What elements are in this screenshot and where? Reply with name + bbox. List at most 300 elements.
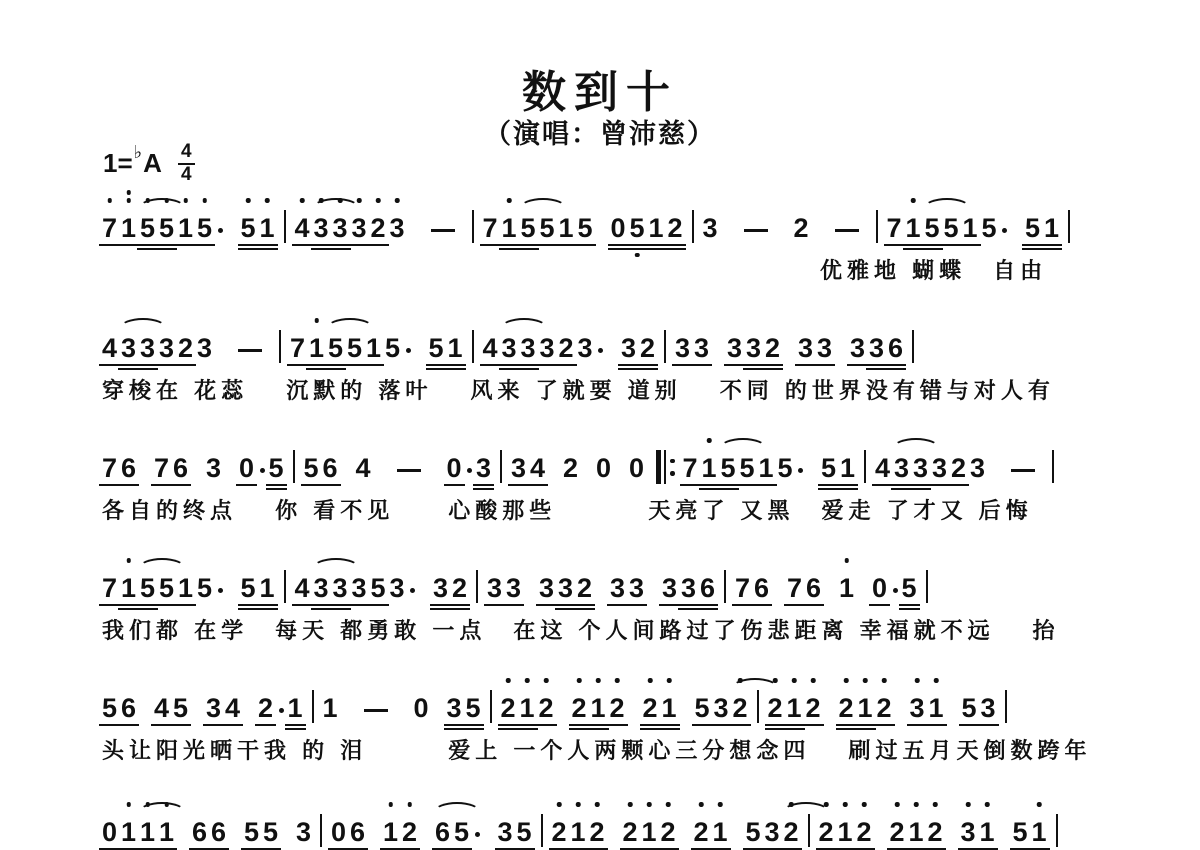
barline xyxy=(864,450,866,483)
note xyxy=(913,426,929,492)
note-number: 3 xyxy=(538,573,555,603)
octave-dot-above xyxy=(911,198,916,203)
spacer xyxy=(782,371,796,372)
note xyxy=(476,426,492,492)
octave-dot-above xyxy=(126,190,131,195)
note xyxy=(225,666,241,732)
note-number: 2 xyxy=(889,817,905,847)
note-number: 1 xyxy=(177,213,194,243)
note-number: 5 xyxy=(577,213,593,243)
spacer xyxy=(417,611,431,612)
note xyxy=(590,666,606,732)
note-number: 3 xyxy=(389,573,405,603)
octave-dot-above xyxy=(985,802,990,807)
note xyxy=(661,666,677,732)
note xyxy=(629,546,645,612)
octave-dot-above xyxy=(844,558,849,563)
note xyxy=(178,306,194,372)
note-number: 5 xyxy=(196,573,213,603)
note-number: 3 xyxy=(893,453,910,483)
note-number: 3 xyxy=(577,333,593,363)
note xyxy=(886,186,902,252)
note xyxy=(178,186,194,252)
note xyxy=(667,186,683,252)
note-number: 2 xyxy=(538,693,554,723)
note xyxy=(951,426,967,492)
note-number: 0 xyxy=(595,453,612,483)
note-number: 1 xyxy=(177,573,194,603)
note xyxy=(447,306,463,372)
spacer xyxy=(823,611,837,612)
note-number: 5 xyxy=(240,573,256,603)
note xyxy=(856,790,872,850)
note xyxy=(558,546,574,612)
note xyxy=(121,666,137,732)
note-number: 1 xyxy=(661,693,677,723)
note xyxy=(121,790,137,850)
note xyxy=(720,426,736,492)
note-number: 1 xyxy=(712,817,728,847)
note xyxy=(102,546,118,612)
lyrics-row: 穿梭在 花蕊 沉默的 落叶 风来 了就要 道别 不同 的世界没有错与对人有 xyxy=(102,378,1055,403)
octave-dot-above xyxy=(933,802,938,807)
note xyxy=(259,546,275,612)
octave-dot-above xyxy=(338,198,343,203)
note-number: 5 xyxy=(453,817,470,847)
note xyxy=(501,186,517,252)
note xyxy=(551,790,567,850)
music-line xyxy=(100,800,1160,850)
note-number: 5 xyxy=(139,213,156,243)
spacer xyxy=(834,371,848,372)
note-number: 5 xyxy=(327,333,344,363)
note xyxy=(454,790,470,850)
note xyxy=(970,426,986,492)
music-line xyxy=(100,196,1160,283)
note-number: 5 xyxy=(262,817,279,847)
note xyxy=(121,186,137,252)
spacer xyxy=(1009,251,1023,252)
note xyxy=(621,306,637,372)
note xyxy=(539,306,555,372)
note-number: 5 xyxy=(465,693,481,723)
note xyxy=(805,666,821,732)
note-number: 3 xyxy=(332,213,348,243)
note-number: 2 xyxy=(732,693,748,723)
note xyxy=(793,186,809,252)
note xyxy=(787,546,803,612)
note xyxy=(980,666,996,732)
augmentation-dot xyxy=(218,228,223,233)
note-number: 1 xyxy=(322,693,338,723)
note xyxy=(558,306,574,372)
note xyxy=(332,546,348,612)
note-number: 3 xyxy=(432,573,449,603)
note-number: 0 xyxy=(101,817,118,847)
note-number: 3 xyxy=(609,573,626,603)
spacer xyxy=(595,251,609,252)
note xyxy=(901,546,917,612)
note-number: 5 xyxy=(240,213,256,243)
note xyxy=(732,666,748,732)
note xyxy=(662,546,678,612)
note xyxy=(294,186,310,252)
rest-note xyxy=(596,426,612,492)
note xyxy=(258,666,274,732)
note-number: 3 xyxy=(295,817,312,847)
note xyxy=(767,666,783,732)
note-number: 5 xyxy=(924,213,940,243)
note xyxy=(206,666,222,732)
rest-note xyxy=(102,790,118,850)
octave-dot-above xyxy=(773,678,778,683)
octave-dot-above xyxy=(615,678,620,683)
octave-dot-above xyxy=(126,802,131,807)
note xyxy=(754,546,770,612)
duration-dash xyxy=(397,469,421,472)
note-number: 5 xyxy=(196,213,213,243)
note-number: 3 xyxy=(868,333,885,363)
octave-dot-above xyxy=(145,198,150,203)
note xyxy=(192,790,208,850)
time-signature-bottom: 4 xyxy=(180,163,192,185)
spacer xyxy=(720,251,734,252)
note xyxy=(888,306,904,372)
note xyxy=(206,426,222,492)
note-number: 3 xyxy=(680,573,697,603)
note-number: 3 xyxy=(497,817,513,847)
note-number: 1 xyxy=(259,573,275,603)
note-number: 4 xyxy=(224,693,241,723)
note xyxy=(328,306,344,372)
note xyxy=(712,790,728,850)
octave-dot-above xyxy=(126,198,131,203)
note xyxy=(322,666,338,732)
note-number: 1 xyxy=(519,693,535,723)
note xyxy=(702,186,718,252)
note-number: 6 xyxy=(699,573,716,603)
spacer xyxy=(407,251,421,252)
note xyxy=(538,666,554,732)
octave-dot-above xyxy=(506,678,511,683)
notation-row xyxy=(100,800,1160,850)
note xyxy=(694,666,710,732)
note-number: 1 xyxy=(308,333,325,363)
spacer xyxy=(523,611,537,612)
note-number: 4 xyxy=(529,453,546,483)
octave-dot-above xyxy=(145,802,150,807)
barline xyxy=(724,570,726,603)
octave-dot-above xyxy=(246,198,251,203)
notation-row xyxy=(100,556,1160,612)
note-number: 1 xyxy=(838,573,855,603)
spacer xyxy=(987,491,1001,492)
note-number: 3 xyxy=(313,213,329,243)
note xyxy=(558,186,574,252)
note xyxy=(694,306,710,372)
note-number: 7 xyxy=(682,453,698,483)
notation-row xyxy=(100,436,1160,492)
rest-note xyxy=(610,186,626,252)
note xyxy=(290,306,306,372)
note-number: 5 xyxy=(720,453,736,483)
note xyxy=(783,790,799,850)
octave-dot-above xyxy=(183,198,188,203)
note-number: 1 xyxy=(1043,213,1060,243)
spacer xyxy=(223,491,237,492)
lyrics-row: 优雅地 蝴蝶 自由 xyxy=(820,258,1048,283)
note-number: 5 xyxy=(1024,213,1041,243)
note-number: 6 xyxy=(120,693,137,723)
augmentation-dot xyxy=(598,348,603,353)
note-number: 2 xyxy=(660,817,676,847)
lyrics-row: 头让阳光晒干我 的 泪 爱上 一个人两颗心三分想念四 刷过五月天倒数跨年 xyxy=(102,738,1092,763)
barline xyxy=(472,210,474,243)
music-line xyxy=(100,316,1160,403)
note-number: 3 xyxy=(475,453,492,483)
note-number: 5 xyxy=(370,573,386,603)
note-number: 2 xyxy=(551,817,567,847)
spacer xyxy=(398,731,412,732)
note-number: 5 xyxy=(101,693,118,723)
octave-dot-above xyxy=(319,198,324,203)
note xyxy=(961,666,977,732)
octave-dot-above xyxy=(895,802,900,807)
spacer xyxy=(556,731,570,732)
note xyxy=(798,306,814,372)
augmentation-dot xyxy=(1002,228,1007,233)
note-number: 3 xyxy=(960,817,976,847)
octave-dot-above xyxy=(824,802,829,807)
note xyxy=(642,666,658,732)
note-number: 3 xyxy=(205,453,222,483)
note xyxy=(501,306,517,372)
note xyxy=(806,546,822,612)
note xyxy=(909,666,925,732)
note-number: 0 xyxy=(238,453,255,483)
lyrics-row: 各自的终点 你 看不见 心酸那些 天亮了 又黑 爱走 了才又 后悔 xyxy=(102,498,1033,523)
music-line xyxy=(100,436,1160,523)
barline xyxy=(664,330,666,363)
note xyxy=(1025,186,1041,252)
barline xyxy=(912,330,914,363)
barline xyxy=(476,570,478,603)
note xyxy=(837,790,853,850)
note-number: 1 xyxy=(287,693,303,723)
note-number: 3 xyxy=(332,573,348,603)
spacer xyxy=(805,491,819,492)
octave-dot-above xyxy=(595,802,600,807)
spacer xyxy=(778,251,792,252)
note-number: 4 xyxy=(482,333,498,363)
duration-dash xyxy=(1011,469,1035,472)
note xyxy=(121,306,137,372)
note xyxy=(287,666,303,732)
duration-dash xyxy=(364,709,388,712)
note-number: 3 xyxy=(816,333,833,363)
note-number: 3 xyxy=(909,693,925,723)
note-number: 2 xyxy=(639,333,656,363)
spacer xyxy=(771,611,785,612)
note-number: 3 xyxy=(980,693,996,723)
augmentation-dot xyxy=(475,832,480,837)
note-number: 7 xyxy=(886,213,902,243)
note-number: 6 xyxy=(805,573,822,603)
note-number: 2 xyxy=(793,213,809,243)
note xyxy=(924,186,940,252)
note xyxy=(350,790,366,850)
note xyxy=(294,546,310,612)
note-number: 3 xyxy=(797,333,814,363)
note xyxy=(739,426,755,492)
duration-dash xyxy=(431,229,455,232)
spacer xyxy=(431,491,445,492)
note-number: 1 xyxy=(837,817,853,847)
note-number: 1 xyxy=(447,333,463,363)
octave-dot-above xyxy=(718,802,723,807)
note-number: 3 xyxy=(557,573,574,603)
note xyxy=(159,790,175,850)
note-number: 2 xyxy=(609,693,625,723)
octave-dot-above xyxy=(544,678,549,683)
note xyxy=(102,426,118,492)
note xyxy=(428,306,444,372)
note-number: 1 xyxy=(839,453,856,483)
octave-dot-above xyxy=(628,802,633,807)
octave-dot-above xyxy=(576,802,581,807)
note xyxy=(589,790,605,850)
note-number: 3 xyxy=(520,333,536,363)
octave-dot-above xyxy=(202,198,207,203)
barline xyxy=(1005,690,1007,723)
note-number: 3 xyxy=(351,213,367,243)
note xyxy=(140,186,156,252)
note-number: 5 xyxy=(961,693,977,723)
note-number: 5 xyxy=(516,817,532,847)
note-number: 3 xyxy=(196,333,213,363)
note-number: 5 xyxy=(1012,817,1028,847)
note-number: 1 xyxy=(570,817,586,847)
note xyxy=(296,790,312,850)
note-number: 2 xyxy=(693,817,709,847)
rest-note xyxy=(413,666,429,732)
note-number: 4 xyxy=(101,333,118,363)
note-number: 6 xyxy=(434,817,451,847)
note-number: 5 xyxy=(820,453,837,483)
note xyxy=(197,306,213,372)
note-number: 7 xyxy=(101,213,118,243)
note xyxy=(244,790,260,850)
note xyxy=(928,666,944,732)
note xyxy=(1031,790,1047,850)
note xyxy=(313,546,329,612)
note xyxy=(519,666,535,732)
note-number: 2 xyxy=(451,573,468,603)
note-number: 1 xyxy=(120,573,137,603)
octave-dot-above xyxy=(811,678,816,683)
spacer xyxy=(946,731,960,732)
note xyxy=(979,790,995,850)
barline xyxy=(320,814,322,847)
note-number: 4 xyxy=(355,453,371,483)
spacer xyxy=(138,731,152,732)
note-number: 3 xyxy=(510,453,527,483)
spacer xyxy=(190,491,204,492)
note xyxy=(927,790,943,850)
note xyxy=(140,790,156,850)
repeat-thin-bar xyxy=(664,450,666,484)
time-signature-top: 4 xyxy=(178,142,195,165)
note xyxy=(539,546,555,612)
octave-dot-above xyxy=(357,198,362,203)
repeat-dots xyxy=(670,459,675,476)
note-number: 3 xyxy=(628,573,645,603)
note-number: 3 xyxy=(389,213,405,243)
note-number: 3 xyxy=(620,333,637,363)
note xyxy=(159,306,175,372)
octave-dot-above xyxy=(966,802,971,807)
note-number: 1 xyxy=(590,693,606,723)
note-number: 1 xyxy=(928,693,944,723)
note-number: 1 xyxy=(962,213,978,243)
augmentation-dot xyxy=(260,468,265,473)
augmentation-dot xyxy=(893,588,898,593)
note xyxy=(102,306,118,372)
note-number: 0 xyxy=(871,573,888,603)
note xyxy=(869,306,885,372)
note xyxy=(777,426,793,492)
note-number: 2 xyxy=(622,817,638,847)
note-number: 3 xyxy=(702,213,718,243)
spacer xyxy=(214,371,228,372)
note xyxy=(506,546,522,612)
octave-dot-above xyxy=(164,198,169,203)
octave-dot-above xyxy=(107,198,112,203)
note-number: 2 xyxy=(783,817,799,847)
note xyxy=(682,426,698,492)
barline xyxy=(926,570,928,603)
note xyxy=(908,790,924,850)
lyrics-row: 我们都 在学 每天 都勇敢 一点 在这 个人间路过了伤悲距离 幸福就不远 抬 xyxy=(102,618,1060,643)
spacer xyxy=(225,611,239,612)
note xyxy=(303,426,319,492)
note-number: 3 xyxy=(931,453,948,483)
note xyxy=(932,426,948,492)
rest-note xyxy=(446,426,462,492)
note xyxy=(240,546,256,612)
octave-dot-above xyxy=(557,802,562,807)
note xyxy=(889,790,905,850)
note xyxy=(520,186,536,252)
note-number: 1 xyxy=(857,693,873,723)
note xyxy=(173,666,189,732)
note xyxy=(102,186,118,252)
note-number: 5 xyxy=(346,333,363,363)
note xyxy=(154,426,170,492)
note-number: 6 xyxy=(349,817,366,847)
note-number: 5 xyxy=(158,573,175,603)
barline xyxy=(293,450,295,483)
note-number: 1 xyxy=(158,817,175,847)
note xyxy=(840,426,856,492)
octave-dot-above xyxy=(577,678,582,683)
note-number: 0 xyxy=(413,693,429,723)
note-number: 3 xyxy=(661,573,678,603)
note xyxy=(446,666,462,732)
spacer xyxy=(373,491,387,492)
note-number: 0 xyxy=(628,453,645,483)
note-number: 2 xyxy=(950,453,967,483)
